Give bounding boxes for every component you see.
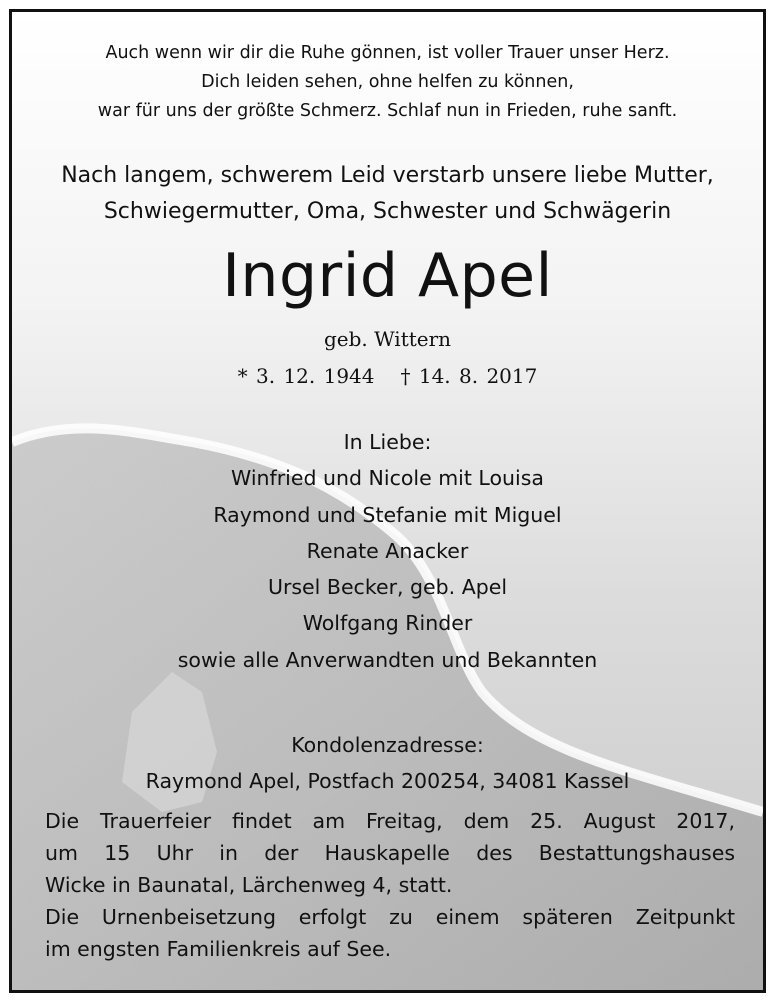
funeral-line: im engsten Familienkreis auf See.: [45, 937, 392, 961]
maiden-name: geb. Wittern: [323, 327, 452, 351]
funeral-line: um 15 Uhr in der Hauskapelle des Bestattungshauses: [45, 841, 735, 865]
mourner-name: Winfried und Nicole mit Louisa: [231, 466, 544, 491]
death-announcement: [12, 158, 763, 230]
funeral-details: [45, 805, 735, 965]
condolence-address-text: Raymond Apel, Postfach 200254, 34081 Kassel: [145, 769, 630, 793]
obituary-frame: [9, 9, 766, 993]
mourner-name: sowie alle Anverwandten und Bekannten: [177, 647, 598, 672]
memorial-poem: [12, 39, 763, 126]
birth-date: * 3. 12. 1944: [237, 364, 375, 388]
mourner-name: Wolfgang Rinder: [302, 611, 473, 636]
funeral-line: Die Urnenbeisetzung erfolgt zu einem späteren Zeitpunkt: [45, 905, 735, 929]
mourner-name: Raymond und Stefanie mit Miguel: [213, 502, 562, 527]
condolence-heading: Kondolenzadresse:: [291, 733, 484, 757]
funeral-line: Wicke in Baunatal, Lärchenweg 4, statt.: [45, 873, 453, 897]
poem-line: Auch wenn wir dir die Ruhe gönnen, ist voller Trauer unser Herz.: [105, 43, 670, 63]
condolence-address: [12, 727, 763, 799]
deceased-name: Ingrid Apel: [222, 241, 553, 311]
mourners-heading: In Liebe:: [343, 430, 432, 454]
announcement-line: Nach langem, schwerem Leid verstarb unsere liebe Mutter,: [61, 163, 714, 188]
mourners-list: [12, 424, 763, 678]
poem-line: war für uns der größte Schmerz. Schlaf nun in Frieden, ruhe sanft.: [97, 101, 678, 121]
mourner-name: Renate Anacker: [306, 538, 469, 563]
funeral-line: Die Trauerfeier findet am Freitag, dem 25. August 2017,: [45, 809, 735, 833]
death-date: † 14. 8. 2017: [400, 364, 538, 388]
announcement-line: Schwiegermutter, Oma, Schwester und Schwägerin: [103, 199, 672, 224]
mourner-name: Ursel Becker, geb. Apel: [267, 575, 508, 600]
life-dates: [12, 358, 763, 394]
poem-line: Dich leiden sehen, ohne helfen zu können,: [201, 72, 574, 92]
